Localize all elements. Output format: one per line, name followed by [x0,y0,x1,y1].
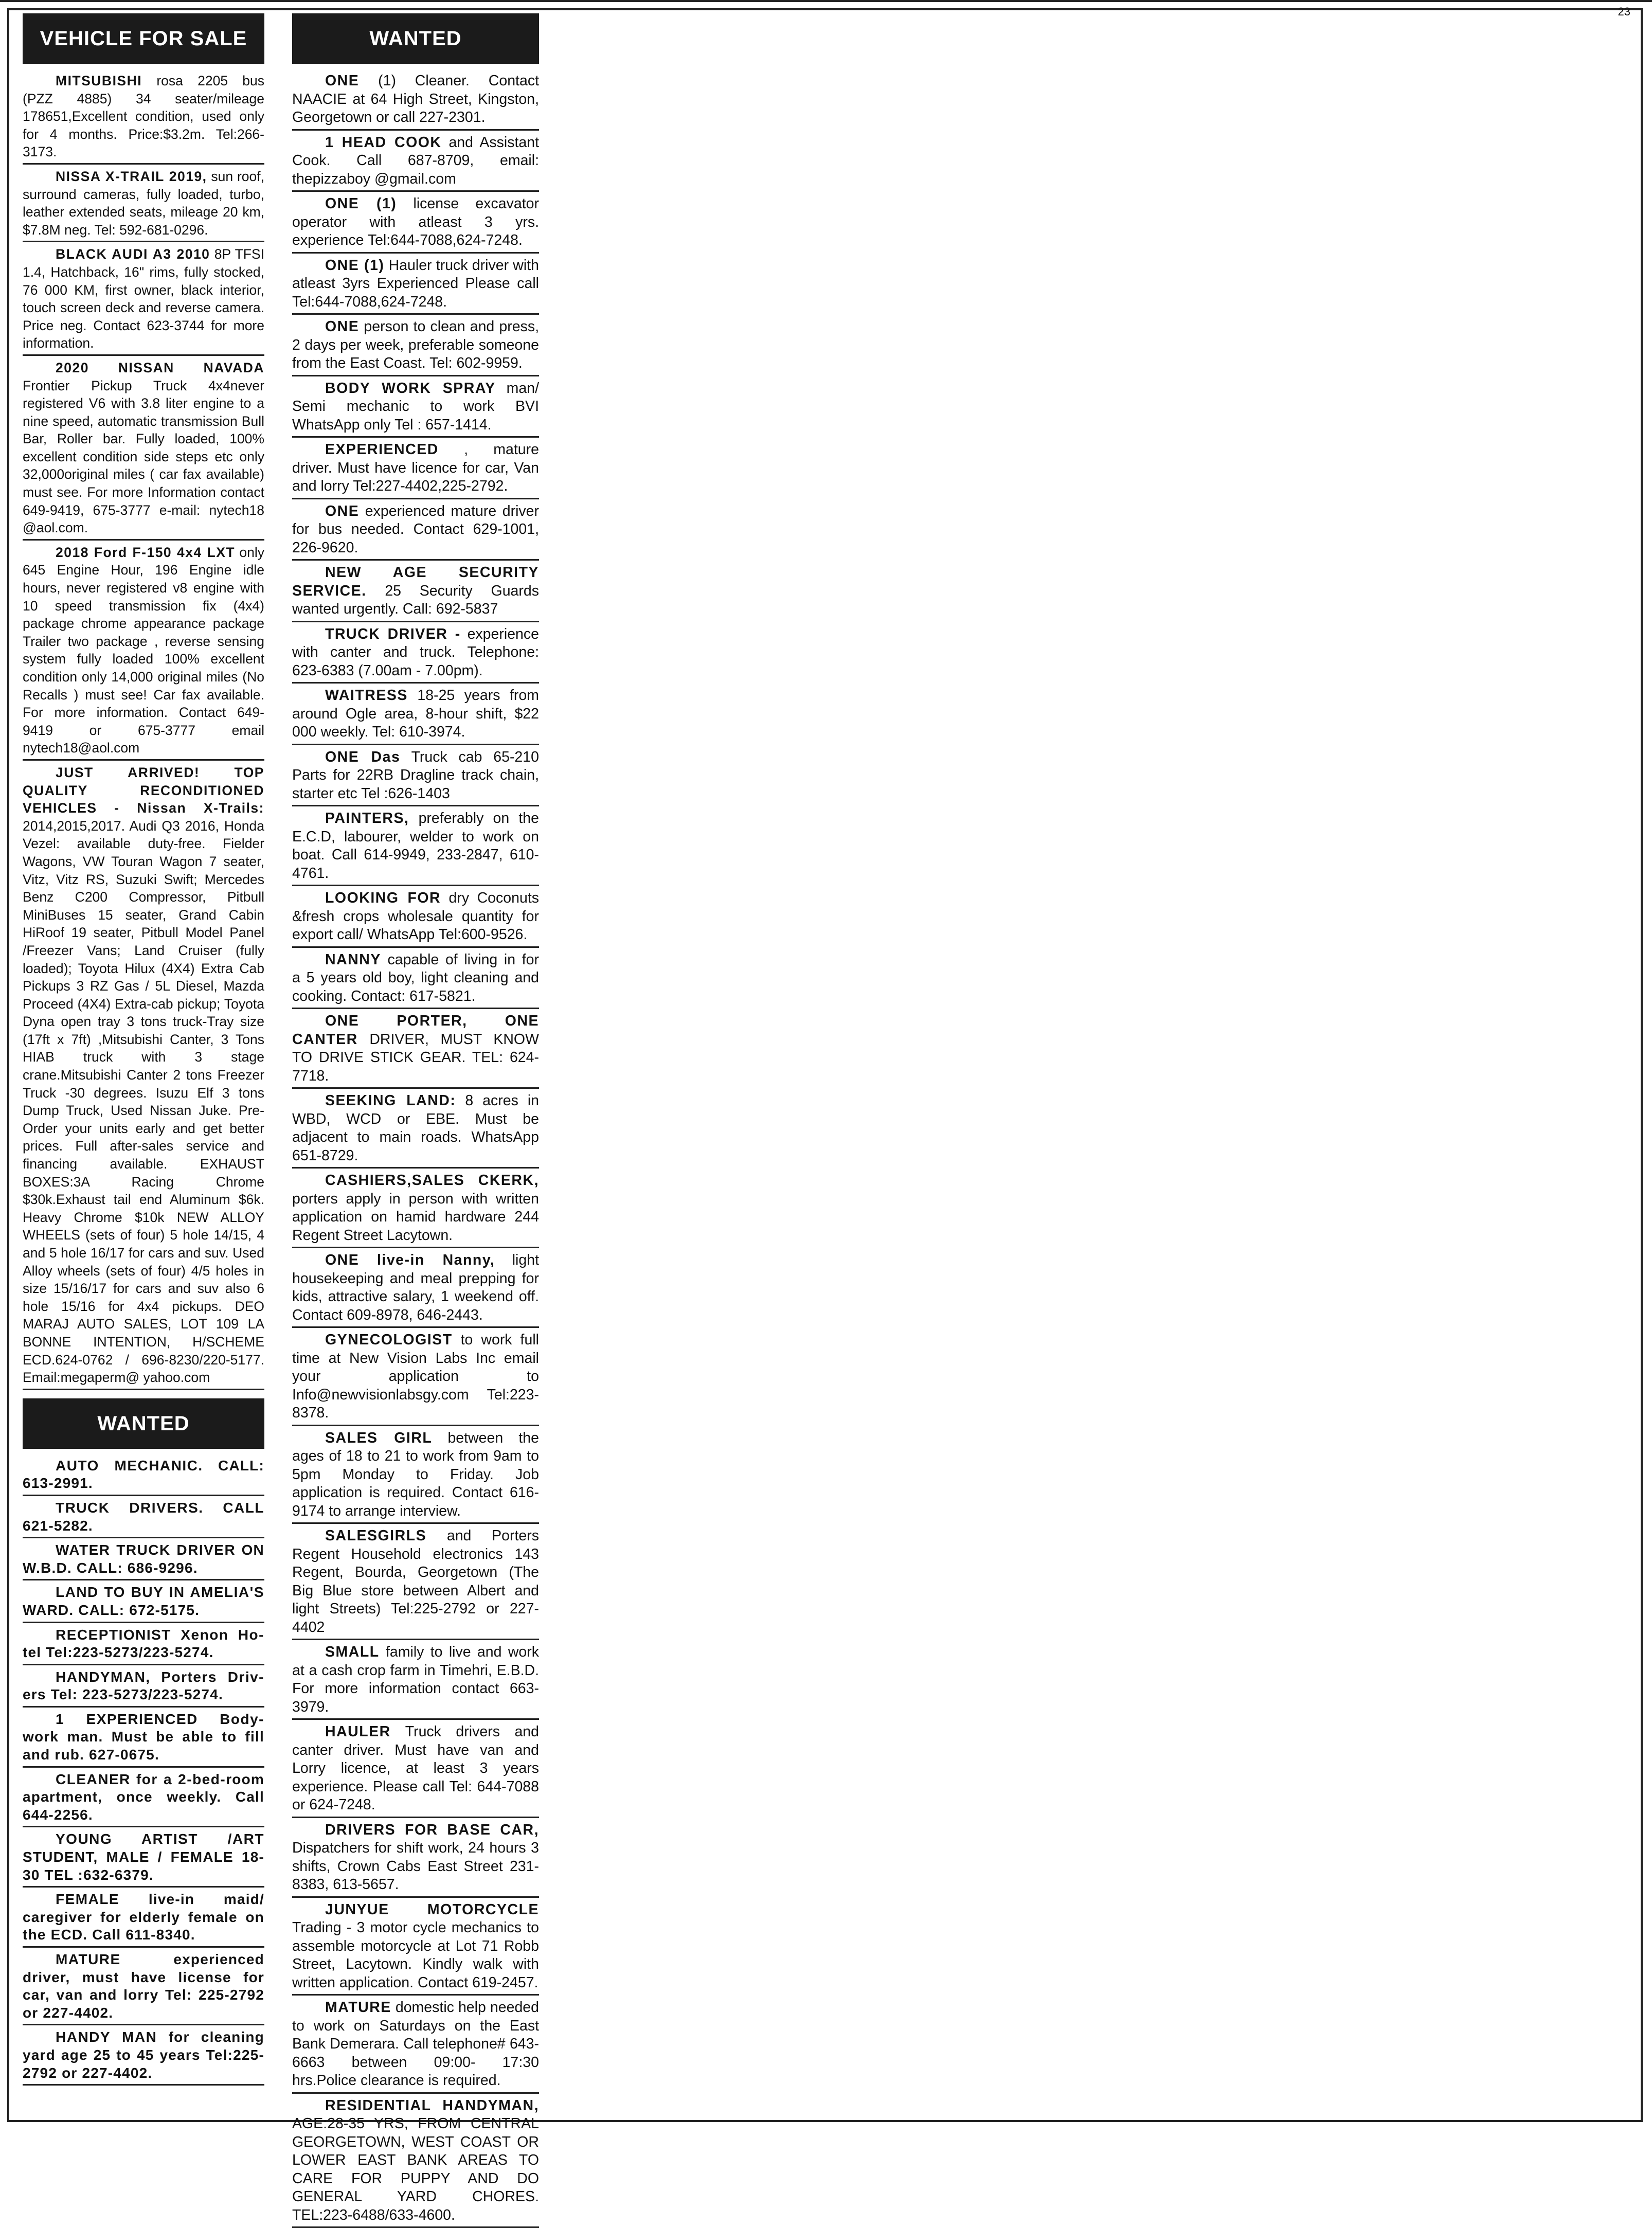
ad-text: dry Coconuts &fresh crops wholesale quantity for export call/ WhatsApp Tel:600-9526. [292,890,539,943]
ad-lead: 1 HEAD COOK [325,134,442,151]
ad-lead: HANDY MAN [56,2029,157,2045]
ad-lead: DRIVERS FOR BASE CAR, [325,1822,539,1838]
ad-lead: MATURE [56,1951,121,1967]
classified-ad [292,1089,539,1169]
classified-ad [23,1538,264,1580]
ad-text: Frontier Pickup Truck 4x4never registered V6 with 3.8 liter engine to a nine speed, automatic transmission Bull Bar, Roller bar. Fully loaded, 100% excellent condition side steps etc only 32,000original miles ( car fax available) must see. For more Information contact 649-9419, 675-3777 e-mail: nytech18 @aol.com. [23,378,264,536]
ad-lead: TRUCK DRIVER - [325,626,461,642]
classified-ad [23,761,264,1390]
ad-lead: BODY WORK SPRAY [325,380,496,397]
classified-ad [292,1898,539,1996]
ad-lead: JUNYUE MOTORCYCLE [325,1901,539,1918]
ad-lead: JUST ARRIVED! TOP QUALITY RECONDITIONED VEHICLES - Nissan X-Trails: [23,765,264,816]
ad-lead: CLEANER for a 2-bed- [56,1771,226,1787]
ad-text: and Porters Regent Household electronics 143 Regent, Bourda, Georgetown (The Big Blue store between Albert and light Streets) Tel:225-2792 or 227-4402 [292,1528,539,1636]
ad-lead: YOUNG ARTIST /ART [56,1831,264,1847]
ad-lead: NEW AGE SECURITY SERVICE. [292,564,539,599]
left-column [23,13,264,2086]
ad-text: 8 acres in WBD, WCD or EBE. Must be adjacent to main roads. WhatsApp 651-8729. [292,1092,539,1164]
wanted-left-ads [23,1454,264,2086]
classified-ad [23,1708,264,1768]
classified-ad [292,1640,539,1720]
classified-ad [292,1524,539,1640]
classified-ad [292,1009,539,1089]
ad-lead: RECEPTIONIST Xenon Ho- [56,1627,264,1643]
ad-text: Truck drivers and canter driver. Must have van and Lorry licence, at least 3 years experience. Please call Tel: 644-7088 or 624-7248. [292,1723,539,1813]
classified-ad [292,1248,539,1328]
ad-text: 621-5282. [23,1518,93,1534]
ad-lead: ONE [325,73,359,89]
classified-ad [292,438,539,499]
ad-text: and Assistant Cook. Call 687-8709, email: thepizzaboy @gmail.com [292,134,539,187]
classified-ad [292,1996,539,2094]
ad-text: sun roof, surround cameras, fully loaded, turbo, leather extended seats, mileage 20 km, $7.8M neg. Tel: 592-681-0296. [23,169,264,238]
ad-text: between the ages of 18 to 21 to work from 9am to 5pm Monday to Friday. Job application is required. Contact 616-9174 to arrange interview. [292,1430,539,1519]
classified-ad [292,2094,539,2228]
ad-text: work man. Must be able to fill and rub. 627-0675. [23,1729,264,1763]
classified-ad [292,622,539,684]
classified-ad [292,684,539,745]
ad-text: Trading - 3 motor cycle mechanics to assemble motorcycle at Lot 71 Robb Street, Lacytown. Kindly walk with written application. Contact 619-2457. [292,1919,539,1991]
classified-ad [292,315,539,376]
classified-ad [23,1888,264,1948]
classified-ad [292,886,539,948]
ad-text: , mature driver. Must have licence for car, Van and lorry Tel:227-4402,225-2792. [292,441,539,494]
ad-lead: ONE PORTER, ONE CANTER [292,1013,539,1048]
classified-ad [292,806,539,886]
ad-text: CALL: 613-2991. [23,1458,264,1492]
classified-ad [23,356,264,541]
ad-text: DRIVER, MUST KNOW TO DRIVE STICK GEAR. TEL: 624-7718. [292,1031,539,1084]
ad-lead: 1 EXPERIENCED Body- [56,1711,264,1727]
ad-lead: CASHIERS,SALES CKERK, [325,1172,539,1189]
ad-text: 25 Security Guards wanted urgently. Call: 692-5837 [292,583,539,618]
vehicle-for-sale-header: VEHICLE FOR SALE [23,13,264,64]
ad-text: WARD. CALL: 672-5175. [23,1602,200,1618]
ad-lead: WATER TRUCK DRIVER [56,1542,236,1558]
classified-ad [23,1948,264,2025]
ad-text: light housekeeping and meal prepping for kids, attractive salary, 1 weekend off. Contact 609-8978, 646-2443. [292,1252,539,1323]
ad-lead: TRUCK DRIVERS. CALL [56,1500,264,1516]
ad-text: license excavator operator with atleast 3 yrs. experience Tel:644-7088,624-7248. [292,195,539,248]
classified-ad [23,1496,264,1538]
classified-ad [292,745,539,807]
classified-ad [292,131,539,192]
ad-text: tel Tel:223-5273/223-5274. [23,1644,214,1660]
ad-lead: LOOKING FOR [325,890,441,906]
page-number: 23 [1618,5,1630,19]
classified-ad [292,69,539,131]
ad-text: room apartment, once weekly. Call 644-2256. [23,1771,264,1823]
ad-text: to work full time at New Vision Labs Inc email your application to Info@newvisionlabsgy.com Tel:223-8378. [292,1332,539,1421]
ad-lead: 2018 Ford F-150 4x4 LXT [56,545,235,560]
ad-lead: 2020 NISSAN NAVADA [56,360,264,375]
classified-ad [292,1426,539,1524]
ad-text: family to live and work at a cash crop farm in Timehri, E.B.D. For more information contact 663-3979. [292,1644,539,1715]
ad-text: 2014,2015,2017. Audi Q3 2016, Honda Vezel: available duty-free. Fielder Wagons, VW Touran Wagon 7 seater, Vitz, Vitz RS, Suzuki Swift; Mercedes Benz C200 Compressor, Pitbull MiniBuses 15 seater, Grand Cabin HiRoof 19 seater, Pitbull Model Panel /Freezer Vans; Land Cruiser (fully loaded); Toyota Hilux (4X4) Extra Cab Pickups 3 RZ Gas / 5L Diesel, Mazda Proceed (4X4) Extra-cab pickup; Toyota Dyna open tray 3 tons truck-Tray size (17ft x 7ft) ,Mitsubishi Canter, 3 Tons HIAB truck with 3 stage crane.Mitsubishi Canter 2 tons Freezer Truck -30 degrees. Isuzu Elf 3 tons Dump Truck, Used Nissan Juke. Pre-Order your units early and get better prices. Full after-sales service and financing available. EXHAUST BOXES:3A Racing Chrome $30k.Exhaust tail end Aluminum $6k. Heavy Chrome $10k NEW ALLOY WHEELS (sets of four) 5 hole 14/15, 4 and 5 hole 16/17 for cars and suv. Used Alloy wheels (sets of four) 4/5 holes in size 15/16/17 for cars and suv also 6 hole 15/16 for 4x4 pickups. DEO MARAJ AUTO SALES, LOT 109 LA BONNE INTENTION, H/SCHEME ECD.624-0762 / 696-8230/220-5177. Email:megaperm@ yahoo.com [23,818,264,1385]
ad-lead: ONE [325,503,359,519]
classified-ad [292,1720,539,1818]
ad-text: ON W.B.D. CALL: 686-9296. [23,1542,264,1576]
vehicle-ads [23,69,264,1390]
ad-text: 18-25 years from around Ogle area, 8-hour shift, $22 000 weekly. Tel: 610-3974. [292,687,539,740]
ad-text: AGE:28-35 YRS, FROM CENTRAL GEORGETOWN, WEST COAST OR LOWER EAST BANK AREAS TO CARE FOR PUPPY AND DO GENERAL YARD CHORES. TEL:223-6488/633-4600. [292,2115,539,2223]
ad-lead: WAITRESS [325,687,408,704]
classified-ad [23,1623,264,1665]
ad-lead: SMALL [325,1644,380,1660]
classified-ad [292,376,539,438]
ad-text: experienced driver, must have license for car, van and lorry Tel: 225-2792 or 227-4402. [23,1951,264,2021]
ad-lead: ONE [325,318,359,335]
ad-lead: PAINTERS, [325,810,409,826]
ad-lead: NISSA X-TRAIL 2019, [56,169,207,184]
ad-text: capable of living in for a 5 years old boy, light cleaning and cooking. Contact: 617-5821. [292,951,539,1004]
right-column [292,13,539,2228]
ad-lead: ONE live-in Nanny, [325,1252,495,1268]
wanted-right-ads [292,69,539,2228]
ad-lead: FEMALE [56,1891,119,1907]
classified-ad [23,165,264,242]
classified-ad [292,499,539,561]
ad-lead: AUTO MECHANIC. [56,1458,203,1474]
ad-text: Hauler truck driver with atleast 3yrs Experienced Please call Tel:644-7088,624-7248. [292,257,539,310]
ad-lead: ONE (1) [325,195,397,212]
ad-lead: ONE (1) [325,257,384,274]
ad-text: STUDENT, MALE / FEMALE 18-30 TEL :632-6379. [23,1849,264,1883]
ad-text: 8P TFSI 1.4, Hatchback, 16" rims, fully stocked, 76 000 KM, first owner, black interior, touch screen deck and reverse camera. Price neg. Contact 623-3744 for more information. [23,246,264,351]
classified-ad [23,1827,264,1888]
ad-text: only 645 Engine Hour, 196 Engine idle hours, never registered v8 engine with 10 speed transmission fix (4x4) package chrome appearance package Trailer two package , reverse sensing system fully loaded 100% excellent condition only 14,000 original miles (No Recalls ) must see! Car fax available. For more information. Contact 649-9419 or 675-3777 email nytech18@aol.com [23,545,264,756]
classified-ad [23,2025,264,2086]
top-rule [0,0,1652,2]
classified-ad [292,1328,539,1426]
ad-text: for cleaning yard age 25 to 45 years Tel:225-2792 or 227-4402. [23,2029,264,2080]
ad-lead: SEEKING LAND: [325,1092,456,1109]
ad-text: (1) Cleaner. Contact NAACIE at 64 High Street, Kingston, Georgetown or call 227-2301. [292,73,539,125]
classified-ad [23,1665,264,1708]
classified-ad [292,561,539,622]
ad-lead: HAULER [325,1723,391,1740]
classified-ad [23,1768,264,1828]
classified-ad [23,541,264,761]
wanted-left-header: WANTED [23,1398,264,1449]
ad-lead: ONE Das [325,749,400,765]
ad-text: preferably on the E.C.D, labourer, welder to work on boat. Call 614-9949, 233-2847, 610-4761. [292,810,539,882]
ad-lead: RESIDENTIAL HANDYMAN, [325,2097,539,2114]
classified-ad [292,1818,539,1898]
ad-text: person to clean and press, 2 days per week, preferable someone from the East Coast. Tel: 602-9959. [292,318,539,371]
classified-ad [23,1580,264,1623]
classified-ad [292,1169,539,1248]
ad-lead: SALES GIRL [325,1430,432,1446]
ad-text: ers Tel: 223-5273/223-5274. [23,1686,223,1702]
ad-lead: MITSUBISHI [56,73,142,88]
ad-lead: GYNECOLOGIST [325,1332,453,1348]
ad-text: experience with canter and truck. Telephone: 623-6383 (7.00am - 7.00pm). [292,626,539,679]
ad-text: Dispatchers for shift work, 24 hours 3 shifts, Crown Cabs East Street 231-8383, 613-5657. [292,1840,539,1893]
ad-lead: LAND TO BUY IN AMELIA'S [56,1584,264,1600]
ad-lead: BLACK AUDI A3 2010 [56,246,210,262]
classified-ad [23,1454,264,1496]
ad-text: live-in maid/ caregiver for elderly female on the ECD. Call 611-8340. [23,1891,264,1943]
classified-ad [23,69,264,165]
classified-ad [292,948,539,1010]
ad-text: porters apply in person with written application on hamid hardware 244 Regent Street Lacytown. [292,1191,539,1244]
ad-lead: MATURE [325,1999,391,2016]
ad-text: domestic help needed to work on Saturdays on the East Bank Demerara. Call telephone# 643-6663 between 09:00- 17:30 hrs.Police clearance is required. [292,1999,539,2089]
ad-lead: NANNY [325,951,381,968]
classified-ad [23,242,264,356]
ad-lead: SALESGIRLS [325,1528,426,1544]
ad-lead: HANDYMAN, Porters Driv- [56,1669,264,1685]
classified-ad [292,192,539,254]
ad-lead: EXPERIENCED [325,441,439,458]
ad-text: man/ Semi mechanic to work BVI WhatsApp only Tel : 657-1414. [292,380,539,433]
wanted-right-header: WANTED [292,13,539,64]
ad-text: experienced mature driver for bus needed. Contact 629-1001, 226-9620. [292,503,539,556]
classified-ad [292,254,539,315]
ad-text: rosa 2205 bus (PZZ 4885) 34 seater/mileage 178651,Excellent condition, used only for 4 months. Price:$3.2m. Tel:266-3173. [23,73,264,159]
ad-text: Truck cab 65-210 Parts for 22RB Dragline track chain, starter etc Tel :626-1403 [292,749,539,802]
